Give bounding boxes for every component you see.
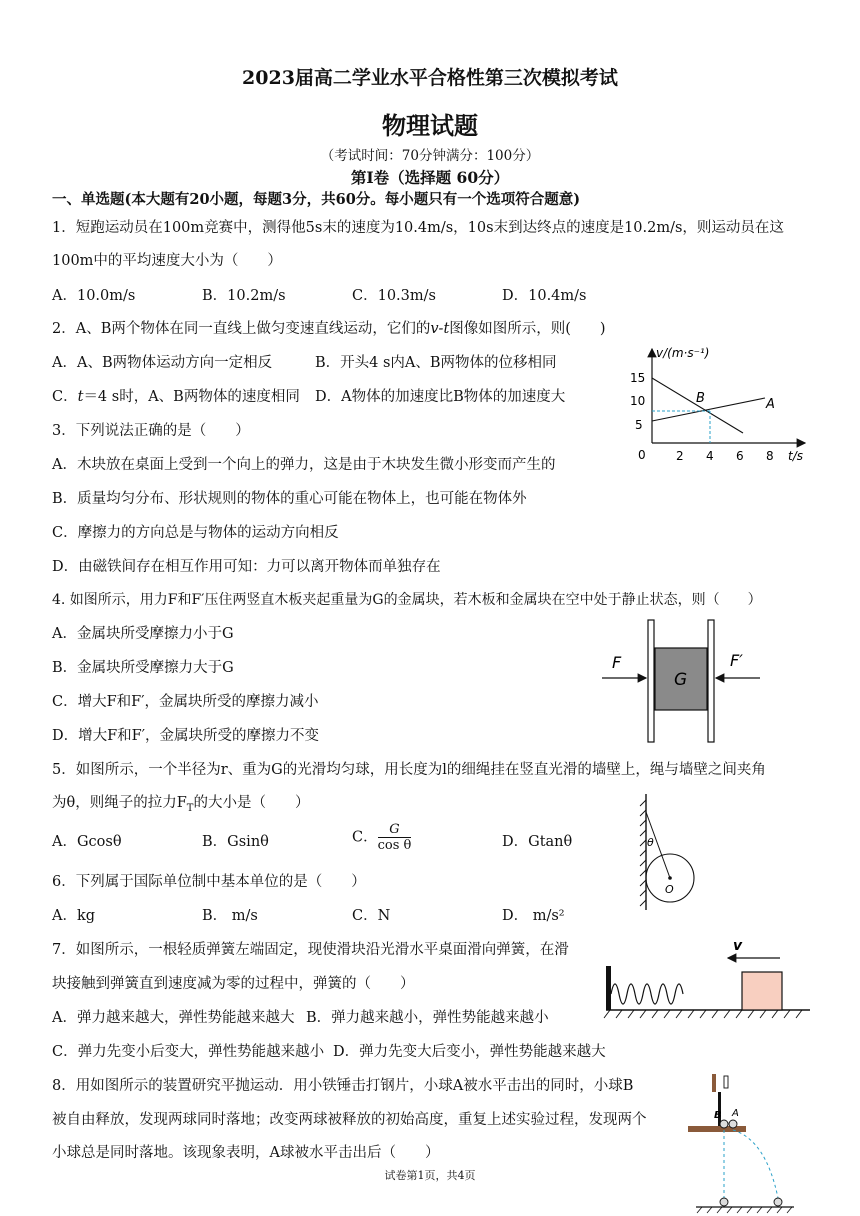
velocity-label: v <box>733 938 743 954</box>
q8-stem-line2: 被自由释放，发现两球同时落地；改变两球被释放的初始高度，重复上述实验过程，发现两个 <box>52 1112 647 1128</box>
ball-b-label: B <box>714 1110 722 1121</box>
q5-stem-line1: 5．如图所示，一个半径为r、重为G的光滑均匀球，用长度为l的细绳挂在竖直光滑的墙壁上，绳与墙壁之间夹角 <box>52 762 766 778</box>
q4-clamp-figure <box>600 616 800 746</box>
part-title: 第Ⅰ卷（选择题 60分） <box>350 168 510 187</box>
x-tick-8: 8 <box>766 449 774 463</box>
q3-option-d: D．由磁铁间存在相互作用可知：力可以离开物体而单独存在 <box>52 559 441 575</box>
q2-option-c-text: ＝4 s时，A、B两物体的速度相同 <box>83 389 300 405</box>
projectile-path <box>733 1130 778 1198</box>
block-label: G <box>674 670 688 690</box>
q1-stem-line1: 1．短跑运动员在100m竞赛中，测得他5s末的速度为10.4m/s，10s末到达终点的速度是10.2m/s，则运动员在这 <box>52 220 784 236</box>
q1-option-a: A．10.0m/s <box>52 288 136 304</box>
q5-stem-sub: T <box>186 802 194 814</box>
q5-option-a: A．Gcosθ <box>52 834 122 850</box>
q5-option-c-label: C． <box>352 829 378 846</box>
ball-a <box>729 1120 737 1128</box>
q5-stem-line2-text: 为θ，则绳子的拉力F <box>52 795 187 811</box>
q1-option-b: B．10.2m/s <box>202 288 286 304</box>
y-tick-5: 5 <box>635 418 643 432</box>
q1-option-c: C．10.3m/s <box>352 288 436 304</box>
q5-option-c <box>352 822 411 853</box>
q7-stem-line1: 7．如图所示，一根轻质弹簧左端固定，现使滑块沿光滑水平桌面滑向弹簧，在滑 <box>52 942 569 958</box>
q2-option-a: A．A、B两物体运动方向一定相反 <box>52 355 273 371</box>
y-tick-10: 10 <box>630 394 646 408</box>
base-plate <box>688 1126 746 1132</box>
q4-option-d: D．增大F和F′，金属块所受的摩擦力不变 <box>52 728 320 744</box>
q5-option-b: B．Gsinθ <box>202 834 269 850</box>
q7-option-a: A．弹力越来越大，弹性势能越来越大 <box>52 1010 295 1026</box>
q6-stem: 6．下列属于国际单位制中基本单位的是（ ） <box>52 874 366 890</box>
ball-b-landed <box>720 1198 728 1206</box>
q4-option-a: A．金属块所受摩擦力小于G <box>52 626 234 642</box>
striker <box>724 1076 728 1088</box>
force-left-label: F <box>612 653 622 672</box>
q5-option-c-num: G <box>378 822 412 838</box>
q2-stem <box>52 319 606 339</box>
section-title: 一、单选题(本大题有20小题，每题3分，共60分。每小题只有一个选项符合题意) <box>52 191 581 208</box>
label-a: A <box>766 397 775 412</box>
y-axis-label: v/(m·s⁻¹) <box>656 346 710 360</box>
wall-hatching <box>640 800 646 906</box>
force-right-label: F′ <box>730 651 743 670</box>
spring <box>611 984 683 1004</box>
q5-stem-line2-end: 的大小是（ ） <box>193 795 310 811</box>
angle-label: θ <box>647 836 654 849</box>
q2-stem-post: 图像如图所示，则( ) <box>449 321 606 337</box>
q7-option-c: C．弹力先变小后变大，弹性势能越来越小 <box>52 1044 325 1060</box>
q7-spring-figure <box>600 936 820 1022</box>
q7-stem-line2: 块接触到弹簧直到速度减为零的过程中，弹簧的（ ） <box>52 976 415 992</box>
q2-option-c <box>52 387 300 407</box>
q6-option-d: D． m/s² <box>502 908 565 924</box>
right-board <box>708 620 714 742</box>
q5-option-c-den: cos θ <box>377 838 412 853</box>
q8-projectile-figure <box>686 1070 796 1214</box>
q8-stem-line1: 8．用如图所示的装置研究平抛运动．用小铁锤击打钢片，小球A被水平击出的同时，小球B <box>52 1078 634 1094</box>
q3-option-b: B．质量均匀分布、形状规则的物体的重心可能在物体上，也可能在物体外 <box>52 491 527 507</box>
q7-option-b: B．弹力越来越小，弹性势能越来越小 <box>306 1010 549 1026</box>
q2-stem-pre: 2．A、B两个物体在同一直线上做匀变速直线运动，它们的 <box>52 321 431 337</box>
q4-option-c: C．增大F和F′，金属块所受的摩擦力减小 <box>52 694 319 710</box>
hammer-handle <box>712 1074 716 1092</box>
wall-post <box>606 966 611 1010</box>
left-board <box>648 620 654 742</box>
x-tick-2: 2 <box>676 449 684 463</box>
exam-title: 2023届高二学业水平合格性第三次模拟考试 <box>242 67 618 89</box>
center-label: O <box>665 883 674 896</box>
origin-label: 0 <box>638 448 646 462</box>
ball-a-landed <box>774 1198 782 1206</box>
q5-stem-line2 <box>52 793 309 819</box>
q2-option-b: B．开头4 s内A、B两物体的位移相同 <box>315 355 557 371</box>
ball-center <box>668 876 672 880</box>
ball-a-label: A <box>732 1108 739 1119</box>
slider-block <box>742 972 782 1010</box>
q3-option-c: C．摩擦力的方向总是与物体的运动方向相反 <box>52 525 339 541</box>
q8-stem-line3: 小球总是同时落地。该现象表明，A球被水平击出后（ ） <box>52 1145 440 1161</box>
q1-option-d: D．10.4m/s <box>502 288 587 304</box>
q5-option-c-fraction <box>378 822 412 853</box>
q6-option-a: A．kg <box>52 908 96 924</box>
table-hatching <box>604 1010 802 1018</box>
line-a <box>652 398 765 421</box>
q5-ball-figure <box>636 792 696 912</box>
x-axis-label: t/s <box>788 449 803 463</box>
q2-option-d: D．A物体的加速度比B物体的加速度大 <box>315 389 566 405</box>
q2-stem-var: v-t <box>430 321 450 337</box>
q3-option-a: A．木块放在桌面上受到一个向上的弹力，这是由于木块发生微小形变而产生的 <box>52 457 556 473</box>
q1-stem-line2: 100m中的平均速度大小为（ ） <box>52 253 282 269</box>
q5-option-d: D．Gtanθ <box>502 834 573 850</box>
q2-option-c-var: t <box>77 389 84 405</box>
x-tick-6: 6 <box>736 449 744 463</box>
x-tick-4: 4 <box>706 449 714 463</box>
q4-stem: 4. 如图所示，用力F和F′压住两竖直木板夹起重量为G的金属块，若木板和金属块在空中处于静止状态，则（ ） <box>52 592 762 608</box>
q2-option-c-label: C． <box>52 389 78 405</box>
page-footer: 试卷第1页，共4页 <box>384 1169 476 1182</box>
q6-option-c: C．N <box>352 908 391 924</box>
ground-hatching <box>697 1207 792 1213</box>
q3-stem: 3．下列说法正确的是（ ） <box>52 423 250 439</box>
q4-option-b: B．金属块所受摩擦力大于G <box>52 660 234 676</box>
q6-option-b: B． m/s <box>202 908 258 924</box>
q7-option-d: D．弹力先变大后变小，弹性势能越来越大 <box>333 1044 606 1060</box>
q2-vt-graph <box>630 343 820 465</box>
y-tick-15: 15 <box>630 371 646 385</box>
subject-title: 物理试题 <box>382 111 478 140</box>
exam-info: （考试时间：70分钟满分：100分） <box>320 148 540 164</box>
ball-b <box>720 1120 728 1128</box>
label-b: B <box>696 391 705 406</box>
